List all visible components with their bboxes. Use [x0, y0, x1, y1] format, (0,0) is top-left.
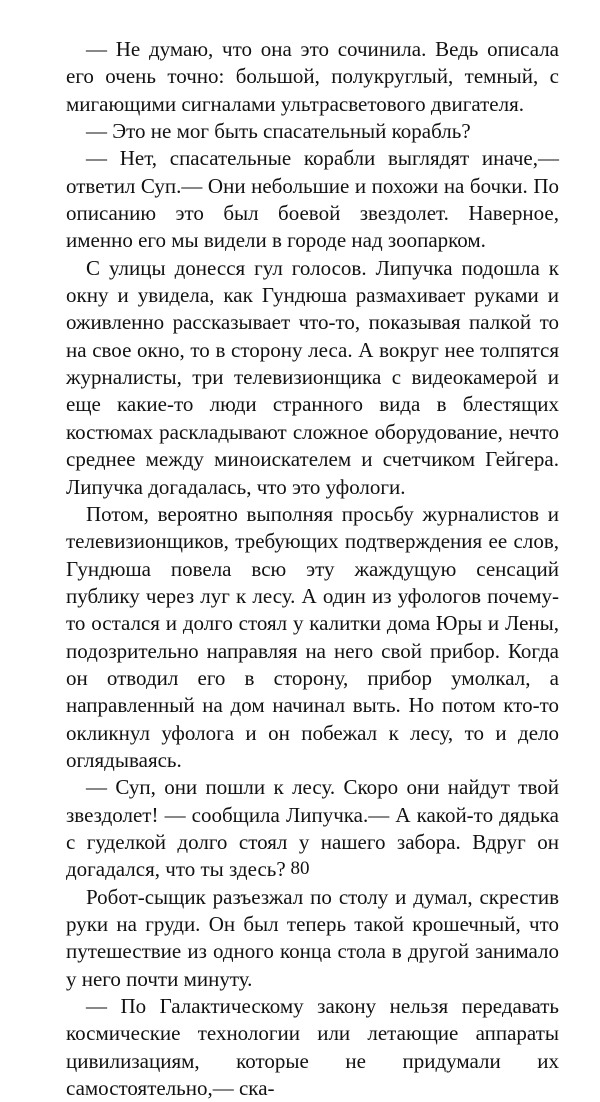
page-number: 80 — [290, 858, 310, 879]
page-body-text — [66, 36, 559, 1102]
paragraph-2: — Это не мог быть спасательный корабль? — [86, 119, 471, 144]
paragraph-6: — Суп, они пошли к лесу. Скоро они найдут твой звездолет! — сообщила Липучка.— А какой-то дядька с гуделкой долго стоял у нашего забора. Вдруг он догадался, что ты здесь? — [66, 775, 559, 882]
paragraph-8: — По Галактическому закону нельзя передавать космические технологии или летающие аппараты цивилизациям, которые не придумали их самостоятельно,— ска- — [66, 994, 559, 1101]
paragraph-1: — Не думаю, что она это сочинила. Ведь описала его очень точно: большой, полукруглый, темный, с мигающими сигналами ультрасветового двигателя. — [66, 37, 559, 116]
paragraph-5: Потом, вероятно выполняя просьбу журналистов и телевизионщиков, требующих подтверждения ее слов, Гундюша повела всю эту жаждущую сенсаций публику через луг к лесу. А один из уфологов почему-то остался и долго стоял у калитки дома Юры и Лены, подозрительно направляя на него свой прибор. Когда он отводил его в сторону, прибор умолкал, а направленный на дом начинал выть. Но потом кто-то окликнул уфолога и он побежал к лесу, то и дело оглядываясь. — [66, 501, 559, 772]
paragraph-4: С улицы донесся гул голосов. Липучка подошла к окну и увидела, как Гундюша размахивает руками и оживленно рассказывает что-то, показывая палкой то на свое окно, то в сторону леса. А вокруг нее толпятся журналисты, три телевизионщика с видеокамерой и еще какие-то люди странного вида в блестящих костюмах раскладывают сложное оборудование, нечто среднее между миноискателем и счетчиком Гейгера. Липучка догадалась, что это уфологи. — [66, 255, 559, 499]
paragraph-7: Робот-сыщик разъезжал по столу и думал, скрестив руки на груди. Он был теперь такой крошечный, что путешествие из одного конца стола в другой занимало у него почти минуту. — [66, 884, 559, 991]
paragraph-3: — Нет, спасательные корабли выглядят иначе,— ответил Суп.— Они небольшие и похожи на бочки. По описанию это был боевой звездолет. Наверное, именно его мы видели в городе над зоопарком. — [66, 146, 559, 253]
